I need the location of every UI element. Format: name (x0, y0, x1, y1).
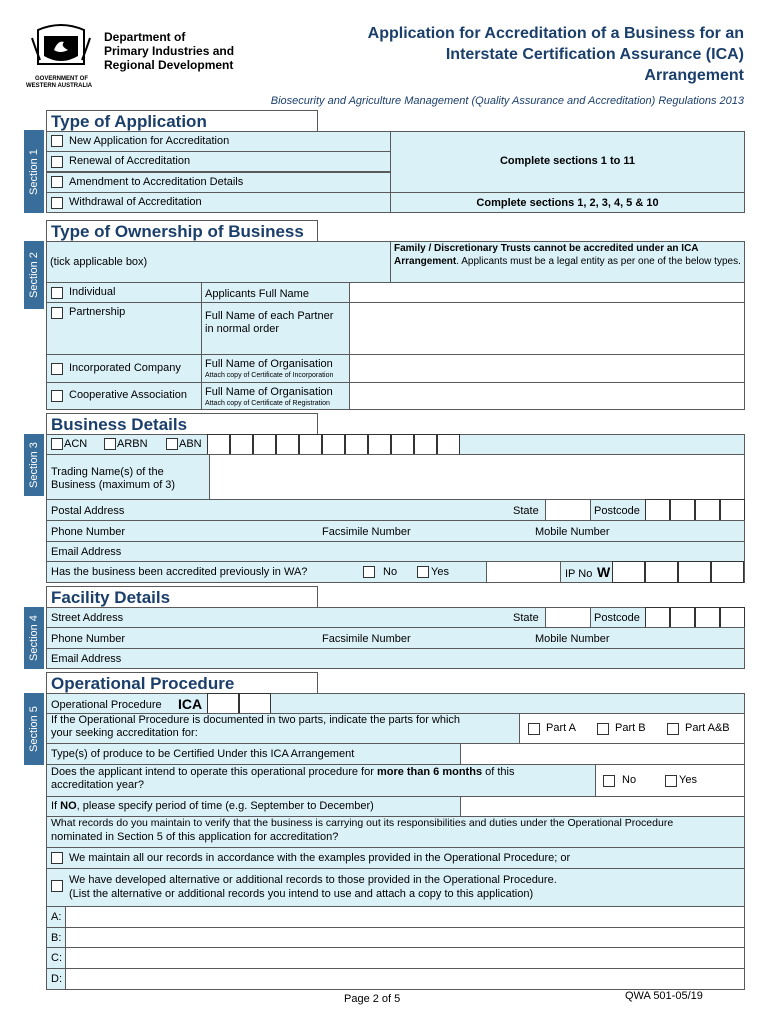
mobile-label: Mobile Number (535, 526, 610, 538)
gov-line-1: GOVERNMENT OF (35, 76, 89, 82)
facility-email-label: Email Address (51, 653, 122, 665)
trading-name-label-2: Business (maximum of 3) (51, 479, 176, 491)
postal-address-row (46, 499, 745, 521)
withdrawal-label: Withdrawal of Accreditation (69, 196, 202, 208)
digit-box[interactable] (645, 561, 678, 583)
partnership-label: Partnership (69, 306, 126, 318)
acn-checkbox[interactable] (51, 438, 63, 450)
digit-box[interactable] (230, 434, 253, 455)
part-b-checkbox[interactable] (597, 723, 609, 735)
digit-box[interactable] (207, 693, 239, 714)
partner-name-label-2: in normal order (205, 323, 279, 335)
accredited-yes-label: Yes (431, 566, 449, 578)
form-code: QWA 501-05/19 (625, 990, 703, 1002)
op-procedure-prefix: ICA (178, 696, 203, 712)
ip-number-boxes[interactable] (612, 561, 745, 583)
digit-box[interactable] (253, 434, 276, 455)
coop-attach-note: Attach copy of Certificate of Registration (205, 400, 330, 407)
applicant-name-label: Applicants Full Name (205, 288, 309, 300)
postal-address-label: Postal Address (51, 505, 125, 517)
digit-box[interactable] (720, 607, 745, 628)
digit-box[interactable] (711, 561, 744, 583)
section-2-title: Type of Ownership of Business (46, 220, 318, 242)
produce-input[interactable] (460, 743, 745, 765)
acn-label: ACN (64, 438, 88, 450)
if-no-label: If NO, please specify period of time (e.g. September to December) (51, 800, 374, 812)
section-4-sidebar: Section 4 (24, 607, 44, 669)
phone-label: Phone Number (51, 526, 125, 538)
digit-box[interactable] (239, 693, 271, 714)
parts-question-1: If the Operational Procedure is documented in two parts, indicate the parts for which (51, 714, 461, 726)
new-application-label: New Application for Accreditation (69, 135, 230, 147)
withdrawal-checkbox[interactable] (51, 197, 63, 209)
records-question-2: nominated in Section 5 of this application for accreditation? (51, 831, 339, 843)
applicant-name-input[interactable] (349, 282, 745, 303)
abn-digit-boxes[interactable] (207, 434, 459, 455)
individual-checkbox[interactable] (51, 287, 63, 299)
alternative-records-label-2: (List the alternative or additional records you intend to use and attach a copy to this application) (69, 888, 534, 900)
partner-name-label-1: Full Name of each Partner (205, 310, 334, 322)
page-title-line-2: Interstate Certification Assurance (ICA) (445, 46, 744, 63)
record-b-input[interactable] (65, 927, 745, 948)
part-a-checkbox[interactable] (528, 723, 540, 735)
postal-state-input[interactable] (545, 499, 591, 521)
record-a-input[interactable] (65, 906, 745, 928)
facility-phone-label: Phone Number (51, 633, 125, 645)
postal-postcode-label: Postcode (594, 505, 640, 517)
part-b-label: Part B (615, 722, 646, 734)
months-no-checkbox[interactable] (603, 775, 615, 787)
facility-state-label: State (513, 612, 539, 624)
record-a-label: A: (51, 911, 62, 923)
incorporated-company-label: Incorporated Company (69, 362, 181, 374)
months-yes-checkbox[interactable] (665, 775, 677, 787)
record-d-input[interactable] (65, 968, 745, 990)
section-1-title: Type of Application (46, 110, 318, 132)
regulation-text: Biosecurity and Agriculture Management (Quality Assurance and Accreditation) Regulations 2013 (270, 95, 744, 107)
alternative-records-label-1: We have developed alternative or additional records to those provided in the Operational Procedure. (69, 874, 557, 886)
individual-label: Individual (69, 286, 116, 298)
fax-label: Facsimile Number (322, 526, 411, 538)
gov-line-2: WESTERN AUSTRALIA (26, 83, 93, 89)
months-question-1: Does the applicant intend to operate this operational procedure for more than 6 months of this (51, 766, 515, 778)
section-2-sidebar: Section 2 (24, 241, 44, 309)
months-question-2: accreditation year? (51, 779, 144, 791)
amendment-checkbox[interactable] (51, 176, 63, 188)
accredited-response-box[interactable] (486, 561, 561, 583)
digit-box[interactable] (695, 499, 720, 521)
months-yes-label: Yes (679, 774, 697, 786)
digit-box[interactable] (670, 607, 695, 628)
email-label: Email Address (51, 546, 122, 558)
arbn-checkbox[interactable] (104, 438, 116, 450)
facility-state-input[interactable] (545, 607, 591, 628)
coop-name-label: Full Name of Organisation (205, 386, 333, 398)
digit-box[interactable] (207, 434, 230, 455)
crest-logo (30, 20, 92, 74)
tick-applicable-label: (tick applicable box) (50, 256, 148, 268)
dept-name-line-1: Department of (104, 30, 186, 44)
digit-box[interactable] (345, 434, 368, 455)
coop-name-input[interactable] (349, 382, 745, 410)
arbn-label: ARBN (117, 438, 148, 450)
renewal-label: Renewal of Accreditation (69, 155, 191, 167)
section-3-title: Business Details (46, 413, 318, 435)
months-no-label: No (622, 774, 637, 786)
complete-withdraw-note: Complete sections 1, 2, 3, 4, 5 & 10 (476, 197, 659, 209)
record-c-label: C: (51, 952, 62, 964)
abn-checkbox[interactable] (166, 438, 178, 450)
accredited-no-checkbox[interactable] (363, 566, 375, 578)
digit-box[interactable] (391, 434, 414, 455)
complete-1-11-note: Complete sections 1 to 11 (499, 155, 636, 167)
records-question-1: What records do you maintain to verify that the business is carrying out its responsibilities and duties under the Operational Procedure (51, 817, 674, 829)
digit-box[interactable] (322, 434, 345, 455)
company-name-label: Full Name of Organisation (205, 358, 333, 370)
part-ab-checkbox[interactable] (667, 723, 679, 735)
record-d-label: D: (51, 973, 62, 985)
digit-box[interactable] (678, 561, 711, 583)
dept-name-line-3: Regional Development (104, 58, 234, 72)
email-row (46, 541, 745, 562)
op-procedure-boxes[interactable] (207, 693, 271, 714)
digit-box[interactable] (695, 607, 720, 628)
produce-label: Type(s) of produce to be Certified Under this ICA Arrangement (51, 748, 355, 760)
digit-box[interactable] (612, 561, 645, 583)
digit-box[interactable] (368, 434, 391, 455)
section-1-sidebar: Section 1 (24, 130, 44, 213)
if-no-period-input[interactable] (460, 796, 745, 817)
facility-postcode-boxes[interactable] (645, 607, 745, 628)
digit-box[interactable] (720, 499, 745, 521)
alternative-records-checkbox[interactable] (51, 880, 63, 892)
ip-prefix: W (597, 564, 611, 580)
postal-state-label: State (513, 505, 539, 517)
street-address-label: Street Address (51, 612, 124, 624)
section-5-title: Operational Procedure (46, 672, 318, 694)
parts-question-2: your seeking accreditation for: (51, 727, 198, 739)
accredited-previously-question: Has the business been accredited previously in WA? (51, 566, 308, 578)
digit-box[interactable] (299, 434, 322, 455)
accredited-yes-checkbox[interactable] (417, 566, 429, 578)
company-name-input[interactable] (349, 354, 745, 383)
abn-label: ABN (179, 438, 202, 450)
cooperative-checkbox[interactable] (51, 390, 63, 402)
part-ab-label: Part A&B (685, 722, 730, 734)
section-5-sidebar: Section 5 (24, 693, 44, 765)
trading-names-input[interactable] (209, 454, 745, 500)
digit-box[interactable] (414, 434, 437, 455)
page-title-line-3: Arrangement (644, 67, 744, 84)
record-c-input[interactable] (65, 947, 745, 969)
record-b-label: B: (51, 932, 62, 944)
op-procedure-label: Operational Procedure (51, 699, 162, 711)
postal-postcode-boxes[interactable] (645, 499, 745, 521)
facility-fax-label: Facsimile Number (322, 633, 411, 645)
digit-box[interactable] (670, 499, 695, 521)
incorporated-company-checkbox[interactable] (51, 363, 63, 375)
section-3-sidebar: Section 3 (24, 434, 44, 496)
section-4-title: Facility Details (46, 586, 318, 608)
amendment-label: Amendment to Accreditation Details (69, 176, 244, 188)
facility-mobile-label: Mobile Number (535, 633, 610, 645)
digit-box[interactable] (645, 499, 670, 521)
trading-name-label-1: Trading Name(s) of the (51, 466, 164, 478)
page-title-line-1: Application for Accreditation of a Business for an (367, 25, 744, 42)
digit-box[interactable] (276, 434, 299, 455)
maintain-records-checkbox[interactable] (51, 852, 63, 864)
trust-note: Family / Discretionary Trusts cannot be accredited under an ICA Arrangement. Applicants must be a legal entity as per one of the below types. (394, 243, 741, 267)
facility-email-row (46, 648, 745, 669)
digit-box[interactable] (645, 607, 670, 628)
company-attach-note: Attach copy of Certificate of Incorporation (205, 372, 334, 379)
maintain-records-label: We maintain all our records in accordance with the examples provided in the Operational Procedure; or (69, 852, 571, 864)
dept-name-line-2: Primary Industries and (104, 44, 235, 58)
ip-no-label: IP No (565, 568, 593, 580)
partner-names-input[interactable] (349, 302, 745, 355)
renewal-checkbox[interactable] (51, 156, 63, 168)
street-address-row (46, 607, 745, 628)
digit-box[interactable] (437, 434, 460, 455)
page-number: Page 2 of 5 (344, 993, 401, 1005)
facility-postcode-label: Postcode (594, 612, 640, 624)
part-a-label: Part A (546, 722, 576, 734)
accredited-no-label: No (383, 566, 398, 578)
partnership-checkbox[interactable] (51, 307, 63, 319)
cooperative-label: Cooperative Association (69, 389, 188, 401)
new-application-checkbox[interactable] (51, 135, 63, 147)
